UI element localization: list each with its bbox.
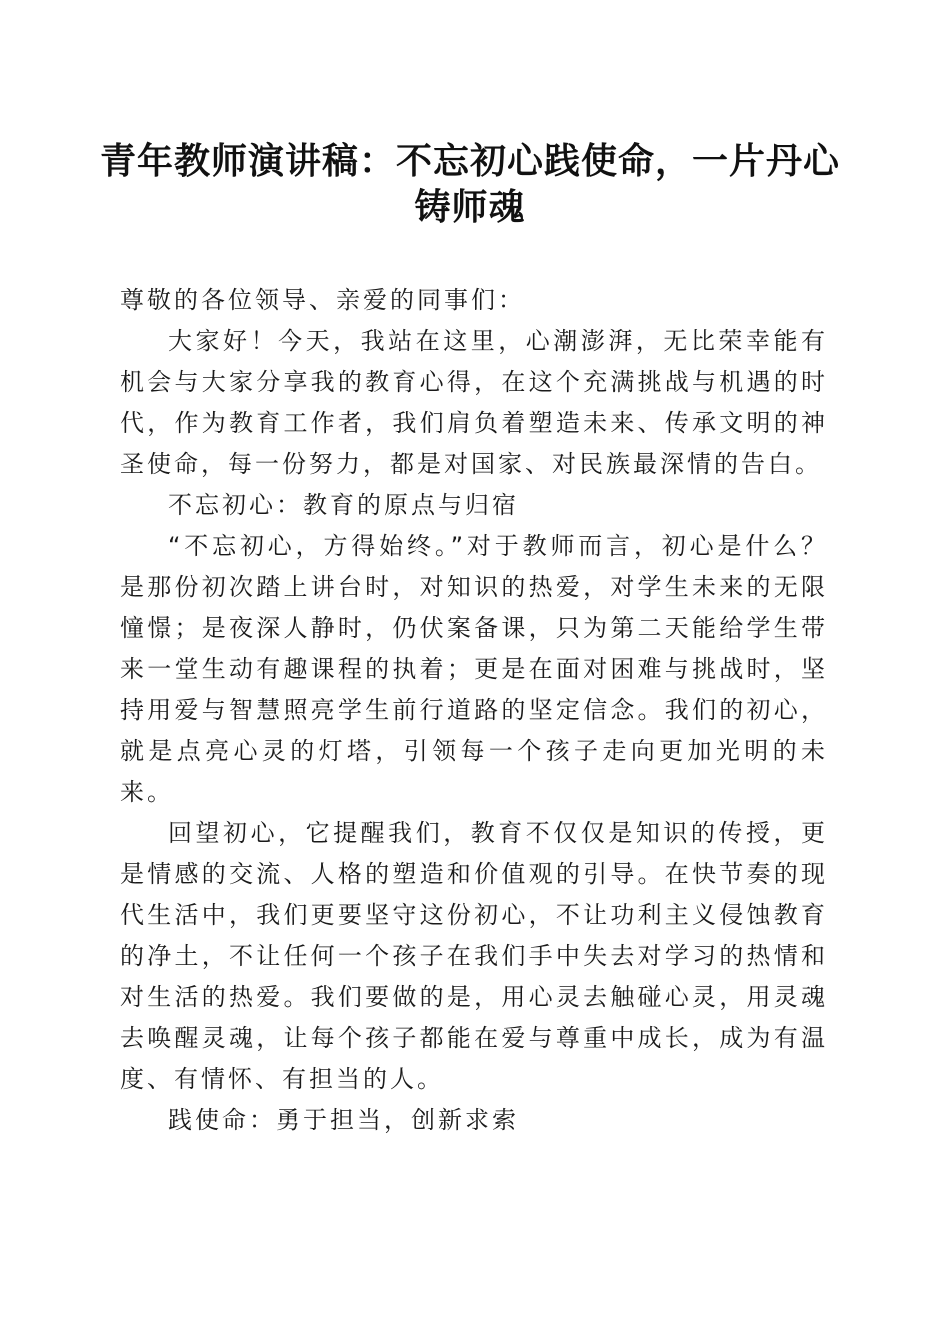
body-paragraph-1: “不忘初心，方得始终。”对于教师而言，初心是什么？是那份初次踏上讲台时，对知识的热爱，对学生未来的无限憧憬；是夜深人静时，仍伏案备课，只为第二天能给学生带来一堂生动有趣课程的执着；更是在面对困难与挑战时，坚持用爱与智慧照亮学生前行道路的坚定信念。我们的初心，就是点亮心灵的灯塔，引领每一个孩子走向更加光明的未来。 — [120, 532, 828, 806]
document-body — [120, 280, 828, 1141]
salutation-paragraph: 尊敬的各位领导、亲爱的同事们： — [120, 286, 525, 314]
body-paragraph-2: 回望初心，它提醒我们，教育不仅仅是知识的传授，更是情感的交流、人格的塑造和价值观的引导。在快节奏的现代生活中，我们更要坚守这份初心，不让功利主义侵蚀教育的净土，不让任何一个孩子在我们手中失去对学习的热情和对生活的热爱。我们要做的是，用心灵去触碰心灵，用灵魂去唤醒灵魂，让每个孩子都能在爱与尊重中成长，成为有温度、有情怀、有担当的人。 — [120, 819, 828, 1093]
section-heading-original-aspiration: 不忘初心：教育的原点与归宿 — [168, 491, 519, 519]
section-heading-mission: 践使命：勇于担当，创新求索 — [168, 1106, 519, 1134]
opening-paragraph: 大家好！今天，我站在这里，心潮澎湃，无比荣幸能有机会与大家分享我的教育心得，在这个充满挑战与机遇的时代，作为教育工作者，我们肩负着塑造未来、传承文明的神圣使命，每一份努力，都是对国家、对民族最深情的告白。 — [120, 327, 828, 478]
document-title: 青年教师演讲稿：不忘初心践使命，一片丹心铸师魂 — [100, 140, 841, 228]
